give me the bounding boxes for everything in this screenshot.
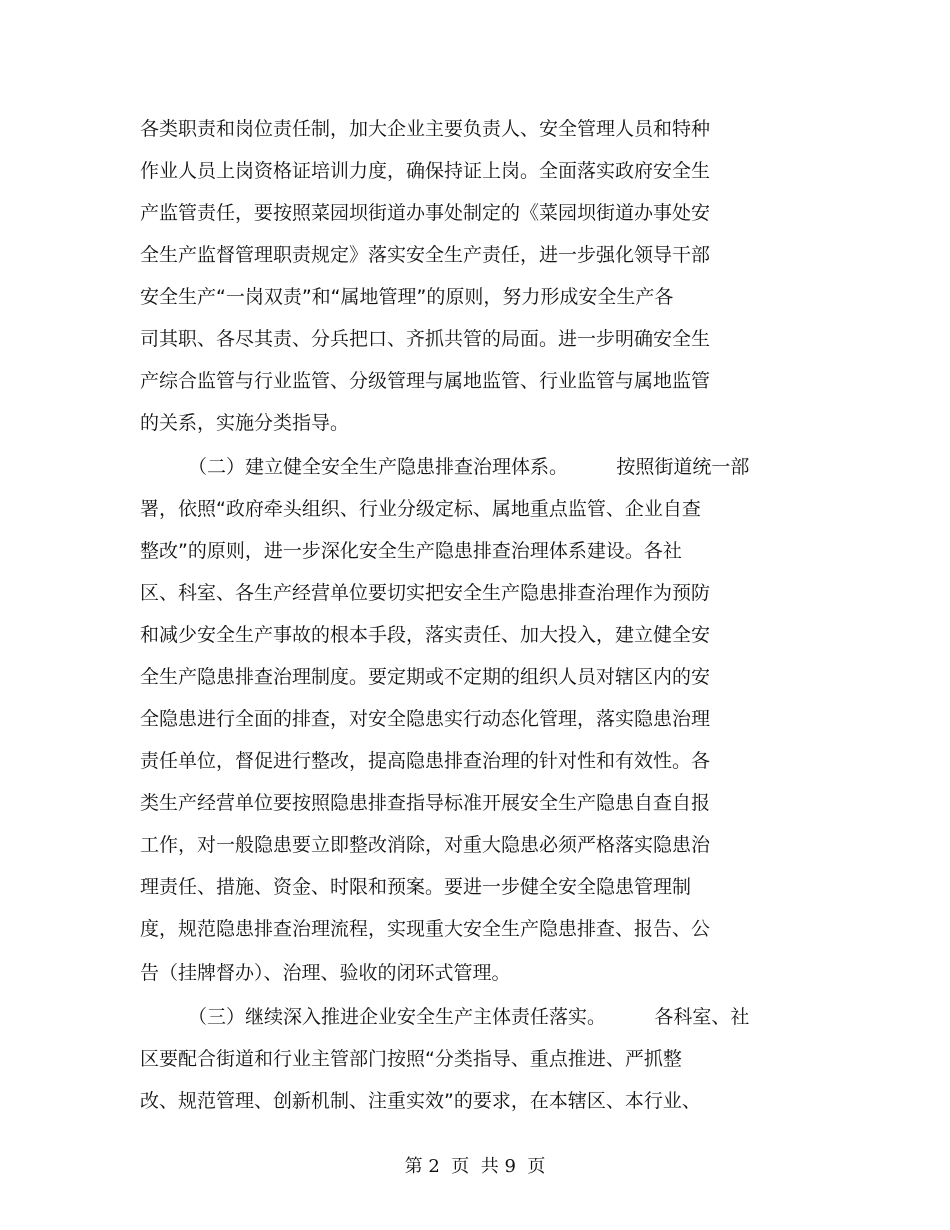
body-text-line: 类生产经营单位要按照隐患排查指导标准开展安全生产隐患自查自报 (140, 792, 711, 814)
page-number-footer: 第 2 页 共 9 页 (404, 1156, 546, 1177)
body-text-line: 安全生产“一岗双责”和“属地管理”的原则，努力形成安全生产各 (140, 286, 674, 308)
body-text-line: 作业人员上岗资格证培训力度，确保持证上岗。全面落实政府安全生 (140, 160, 711, 182)
section-heading-line: （二）建立健全安全生产隐患排查治理体系。 按照街道统一部 (188, 456, 750, 478)
body-text-line: 工作，对一般隐患要立即整改消除，对重大隐患必须严格落实隐患治 (140, 834, 711, 856)
body-text-line: 全生产隐患排查治理制度。要定期或不定期的组织人员对辖区内的安 (140, 666, 711, 688)
body-text-line: 度，规范隐患排查治理流程，实现重大安全生产隐患排查、报告、公 (140, 918, 711, 940)
body-text-line: 司其职、各尽其责、分兵把口、齐抓共管的局面。进一步明确安全生 (140, 328, 711, 350)
body-text-line: 全生产监督管理职责规定》落实安全生产责任，进一步强化领导干部 (140, 244, 711, 266)
body-text-line: 区、科室、各生产经营单位要切实把安全生产隐患排查治理作为预防 (140, 582, 711, 604)
body-text-line: 责任单位，督促进行整改，提高隐患排查治理的针对性和有效性。各 (140, 750, 711, 772)
body-text-line: 区要配合街道和行业主管部门按照“分类指导、重点推进、严抓整 (140, 1048, 682, 1070)
body-text-line: 告（挂牌督办）、治理、验收的闭环式管理。 (140, 962, 511, 984)
body-text-line: 和减少安全生产事故的根本手段，落实责任、加大投入，建立健全安 (140, 624, 711, 646)
body-text-line: 改、规范管理、创新机制、注重实效”的要求，在本辖区、本行业、 (140, 1090, 701, 1112)
body-text-line: 全隐患进行全面的排查，对安全隐患实行动态化管理，落实隐患治理 (140, 708, 711, 730)
section-heading-line: （三）继续深入推进企业安全生产主体责任落实。 各科室、社 (188, 1006, 750, 1028)
body-text-line: 理责任、措施、资金、时限和预案。要进一步健全安全隐患管理制 (140, 876, 692, 898)
body-text-line: 产监管责任，要按照菜园坝街道办事处制定的《菜园坝街道办事处安 (140, 202, 711, 224)
body-text-line: 署，依照“政府牵头组织、行业分级定标、属地重点监管、企业自查 (140, 498, 701, 520)
body-text-line: 各类职责和岗位责任制，加大企业主要负责人、安全管理人员和特种 (140, 118, 711, 140)
body-text-line: 产综合监管与行业监管、分级管理与属地监管、行业监管与属地监管 (140, 370, 711, 392)
body-text-line: 的关系，实施分类指导。 (140, 412, 350, 434)
body-text-line: 整改”的原则，进一步深化安全生产隐患排查治理体系建设。各社 (140, 540, 682, 562)
